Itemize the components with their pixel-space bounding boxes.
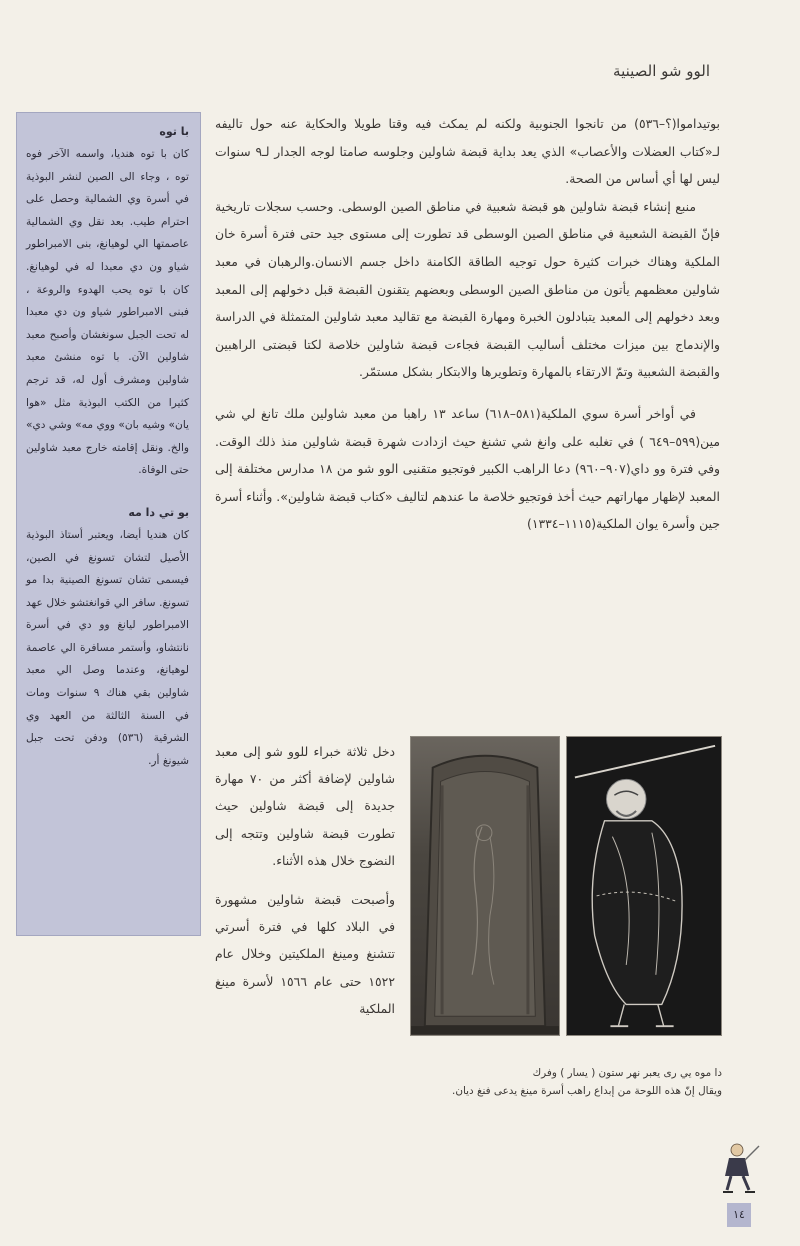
caption-line-1: دا موه يي رى يعبر نهر ستون ( يسار ) وفرك xyxy=(532,1067,722,1079)
stone-tablet-illustration xyxy=(411,737,559,1035)
sidebar-text-batuo: كان با توه هنديا، واسمه الآخر فوه توه ، وجاء الى الصين لنشر البوذية في أسرة وي الشمالية وحصل على احترام طيب. بعد نقل وي الشمالية عاصمتها الي لوهيانغ، بنى الامبراطور شياو ون دي معبدا له في لوهيانغ. كان با توه يحب الهدوء والروعة ، فبنى الامبراطور شياو ون دي معبدا له تحت الجبل سونغشان وأصبح معبد شاولين الآن. با توه منشئ معبد شاولين ومشرف أول له، قد ترجم كثيرا من الكتب البوذية مثل «هوا يان» وشيه بان» ووي مه» وشي دي» والخ. ونقل إقامته خارج معبد شاولين حتى الوفاة. xyxy=(26,148,189,477)
monk-painting xyxy=(566,736,722,1036)
photo-pair xyxy=(410,736,722,1036)
photo-caption xyxy=(410,1064,722,1100)
main-text-column xyxy=(215,110,720,538)
monk-figure-ornament xyxy=(717,1138,763,1194)
wrapped-text-column xyxy=(215,738,395,1022)
paragraph-2: منبع إنشاء قبضة شاولين هو قبضة شعبية في مناطق الصين الوسطى. وحسب سجلات تاريخية فإنّ القبضة الشعبية في مناطق الصين الوسطى قد تطورت إلى مستوى جيد حتى فترة أسرة خان الملكية وهناك خبرات كثيرة حول توجيه الطاقة الكامنة داخل جسم الانسان.والرهبان في معبد شاولين معظمهم يأتون من مناطق الصين الوسطى وبعضهم يتقنون القبضة قبل دخولهم إلى المعبد وبعد دخولهم إلى المعبد يتبادلون الخبرة ومهارة القبضة مع تقاليد معبد شاولين المتمثلة في الدراسة والإندماج بين ميزات مختلف أساليب القبضة فجاءت قبضة شاولين خلاصة لكتا قبضتى الراهبين والقبضة الشعبية وتمّ الارتقاء بالمهارة وتطويرها والابتكار بشكل مستمّر. xyxy=(215,198,720,380)
paragraph-4: دخل ثلاثة خبراء للوو شو إلى معبد شاولين لإضافة أكثر من ٧٠ مهارة جديدة إلى قبضة شاولين حيث تطورت قبضة شاولين وتتجه إلى النضوج خلال هذه الأثناء. xyxy=(215,744,395,868)
monk-illustration xyxy=(567,737,721,1035)
stone-tablet-photo xyxy=(410,736,560,1036)
sidebar-box xyxy=(16,112,201,936)
sidebar-spacer xyxy=(26,482,189,502)
sidebar-title-batuo: با توه xyxy=(159,125,189,138)
running-header: الوو شو الصينية xyxy=(613,62,710,80)
paragraph-3: في أواخر أسرة سوي الملكية(٥٨١–٦١٨) ساعد ١٣ راهبا من معبد شاولين ملك تانغ لي شي مين(٥٩٩–٦٤٩ ) في تغلبه على وانغ شي تشنغ حيث ازدادت شهرة قبضة شاولين منذ ذلك الوقت. وفي فترة وو داي(٩٠٧–٩٦٠) دعا الراهب الكبير فوتجيو متقنيى الوو شو من ١٨ مدارس مختلفة إلى المعبد لإظهار مهاراتهم حيث أخذ فوتجيو خلاصة ما عندهم لتاليف «كتاب قبضة شاولين». وأثناء أسرة جين وأسرة يوان الملكية(١١١٥–١٣٣٤) xyxy=(215,405,720,532)
sidebar-title-bodhidharma: بو تي دا مه xyxy=(128,505,189,519)
paragraph-5: وأصبحت قبضة شاولين مشهورة في البلاد كلها في فترة أسرتي تتشنغ ومينغ الملكيتين وخلال عام ١٥٢٢ حتى عام ١٥٦٦ لأسرة مينغ الملكية xyxy=(215,892,395,1016)
page-number: ١٤ xyxy=(727,1203,751,1227)
paragraph-1: بوتيداموا(؟–٥٣٦) من تانجوا الجنوبية ولكنه لم يمكث فيه وقتا طويلا والحكاية عنه حول تاليفه لـ«كتاب العضلات والأعصاب» الذي يعد بداية قبضة شاولين وجلوسه صامتا لوجه الجدار لـ٩ سنوات ليس لها أي أساس من الصحة. xyxy=(215,116,720,187)
sidebar-text-bodhidharma: كان هنديا أيضا، ويعتبر أستاذ البوذية الأصيل لتشان تسونغ في الصين، فيسمى تشان تسونغ الصينية بدا مو تسونغ. سافر الي قوانغتشو خلال عهد الامبراطور ليانغ وو دي في أسرة نانتشاو، وأستمر مسافرة الي عاصمة لوهيانغ، وعندما وصل الي معبد شاولين بقي هناك ٩ سنوات ومات في السنة الثالثة من العهد وي الشرقية (٥٣٦) ودفن تحت جبل شيونغ أر. xyxy=(26,528,189,767)
caption-line-2: ويقال إنّ هذه اللوحة من إبداع راهب أسرة مينغ يدعى فنغ ديان. xyxy=(452,1085,722,1097)
